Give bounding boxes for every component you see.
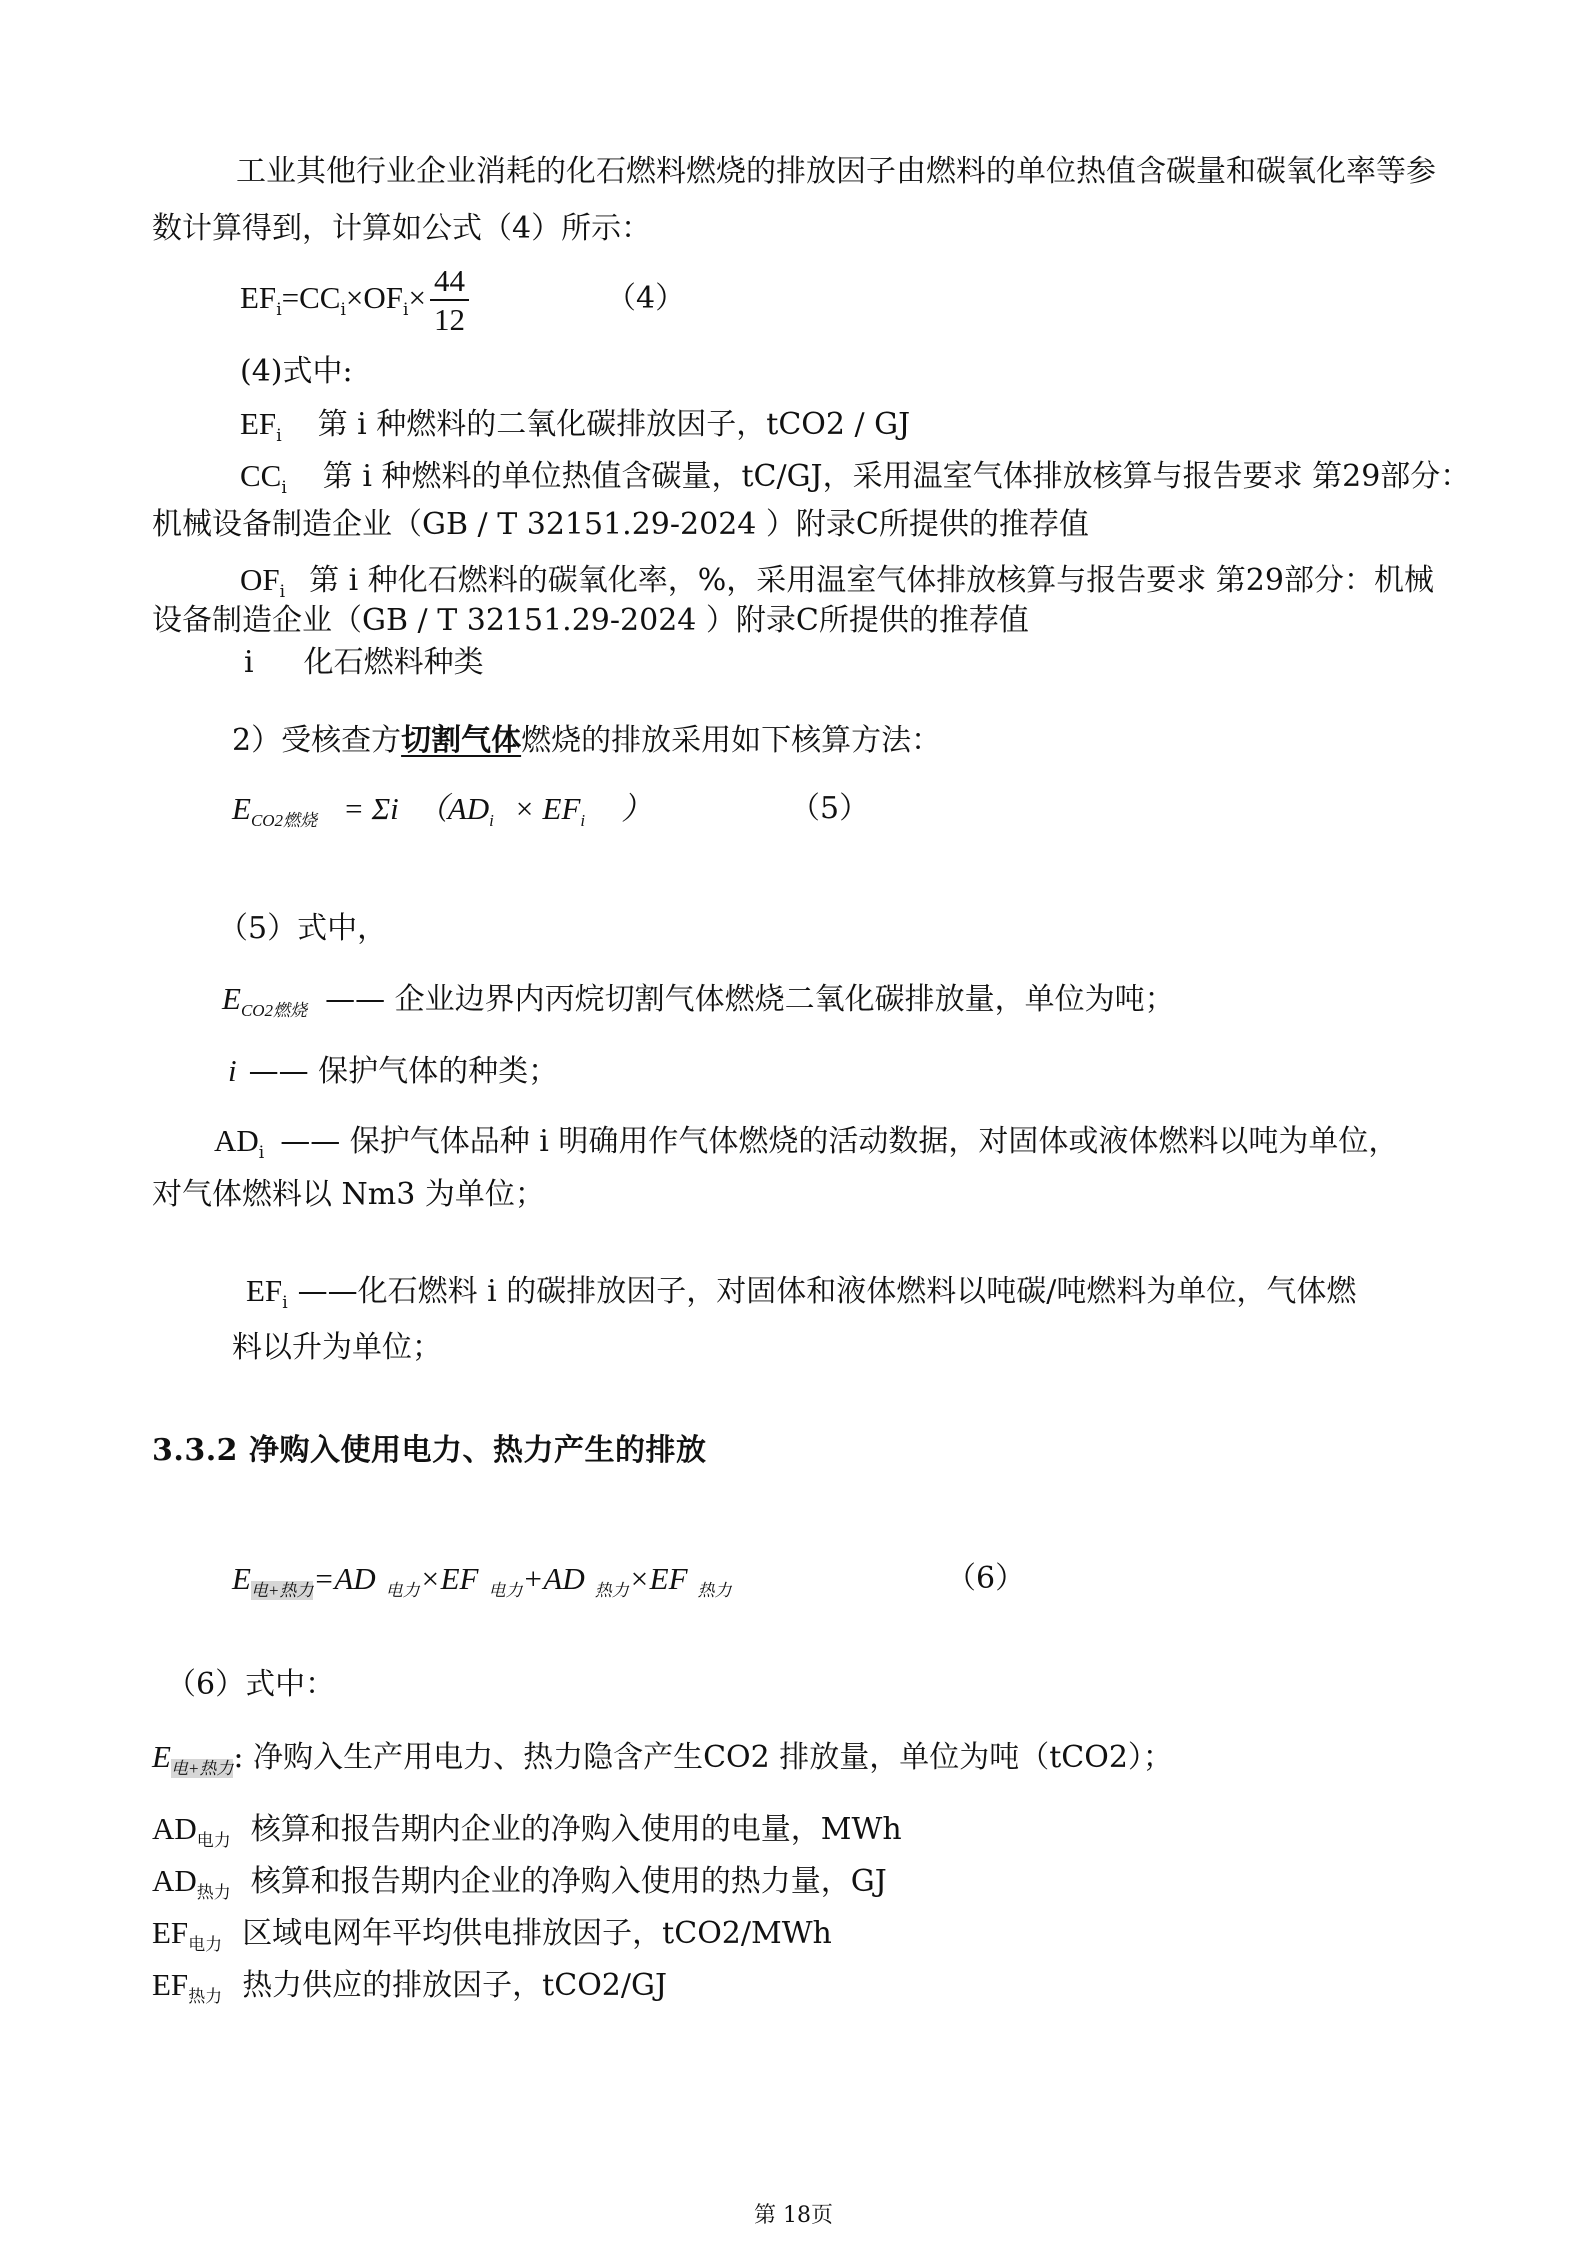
- intro-line-1: 工业其他行业企业消耗的化石燃料燃烧的排放因子由燃料的单位热值含碳量和碳氧化率等参: [236, 154, 1436, 189]
- equation-5: $E_{CO2燃烧} = \Sigma i$ （$AD_i \times EF_i$ ）: [232, 791, 653, 830]
- eq4-fraction: $\frac{44}{12}$: [430, 262, 469, 338]
- def-ad5-cont: 对气体燃料以 Nm3 为单位；: [152, 1177, 545, 1212]
- def-ef5-cont: 料以升为单位；: [232, 1330, 442, 1365]
- equation-6-number: （6）: [946, 1561, 1026, 1596]
- eq4-of: ×OF: [345, 280, 404, 316]
- def-cc: $CC_i$ 第 i 种燃料的单位热值含碳量，tC/GJ，采用温室气体排放核算与报告要求 第29部分：: [240, 458, 1471, 498]
- equation-4-number: （4）: [606, 281, 686, 316]
- def-i: i 化石燃料种类: [244, 645, 484, 680]
- intro-line-2: 数计算得到，计算如公式（4）所示：: [152, 211, 652, 246]
- where-5-label: （5）式中，: [218, 911, 388, 946]
- equation-5-number: （5）: [790, 791, 870, 826]
- item-2: 2）受核查方切割气体燃烧的排放采用如下核算方法：: [232, 723, 942, 758]
- def-ad-heat: $AD_{热力}$ 核算和报告期内企业的净购入使用的热力量，GJ: [152, 1863, 887, 1903]
- page-number: 第 18页: [754, 2203, 833, 2228]
- eq4-ef: EF: [240, 280, 277, 316]
- where-6-label: （6）式中：: [166, 1667, 336, 1702]
- equation-4: $EF_i=CC_i\times OF_i\times$ $\frac{44}{12}$: [240, 262, 469, 338]
- equation-6: $E_{电+热力}=AD$ $_{电力}$×EF $_{电力}$+AD $_{热力}$×EF $_{热力}$: [232, 1561, 732, 1600]
- item-2-emphasis: 切割气体: [401, 723, 522, 758]
- eq4-cc: =CC: [281, 280, 341, 316]
- where-4-label: (4)式中:: [240, 354, 353, 389]
- def-e6: $E_{电+热力}$: 净购入生产用电力、热力隐含产生CO2 排放量，单位为吨（tCO2）；: [152, 1739, 1173, 1778]
- def-of: $OF_i$ 第 i 种化石燃料的碳氧化率，%，采用温室气体排放核算与报告要求 第29部分：机械: [240, 562, 1434, 602]
- def-ad-electric: $AD_{电力}$ 核算和报告期内企业的净购入使用的电量，MWh: [152, 1811, 902, 1851]
- def-cc-cont: 机械设备制造企业（GB / T 32151.29-2024 ）附录C所提供的推荐值: [152, 507, 1089, 542]
- section-heading: 3.3.2 净购入使用电力、热力产生的排放: [152, 1433, 707, 1468]
- def-ef-electric: $EF_{电力}$ 区域电网年平均供电排放因子，tCO2/MWh: [152, 1915, 832, 1955]
- def-ef: $EF_i$ 第 i 种燃料的二氧化碳排放因子，tCO2 / GJ: [240, 406, 911, 446]
- def-e5: $E_{CO2燃烧}$ —— 企业边界内丙烷切割气体燃烧二氧化碳排放量，单位为吨；: [222, 981, 1175, 1020]
- def-i5: i —— 保护气体的种类；: [228, 1053, 559, 1089]
- def-ef5: $EF_i$ ——化石燃料 i 的碳排放因子，对固体和液体燃料以吨碳/吨燃料为单位，气体燃: [246, 1273, 1357, 1313]
- def-of-cont: 设备制造企业（GB / T 32151.29-2024 ）附录C所提供的推荐值: [152, 603, 1029, 638]
- def-ef-heat: $EF_{热力}$ 热力供应的排放因子，tCO2/GJ: [152, 1967, 667, 2007]
- def-ad5: $AD_i$ —— 保护气体品种 i 明确用作气体燃烧的活动数据，对固体或液体燃料以吨为单位，: [214, 1123, 1399, 1163]
